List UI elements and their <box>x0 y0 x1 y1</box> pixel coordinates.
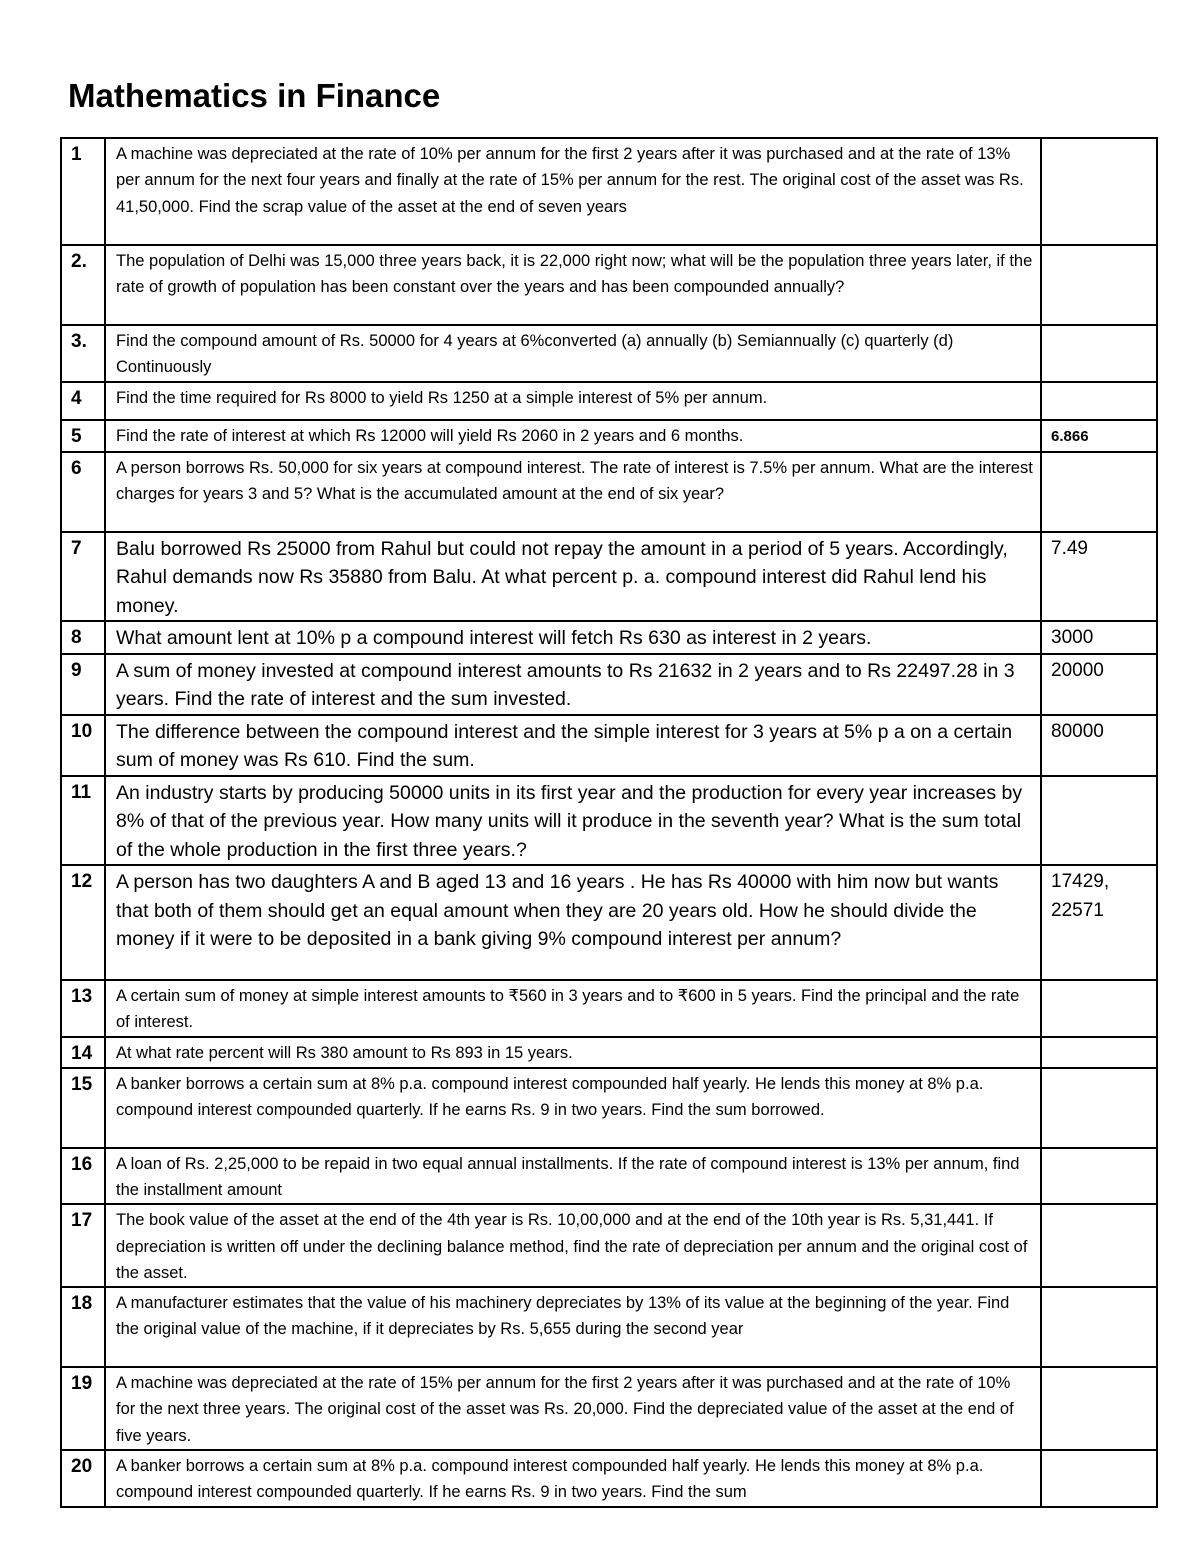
question-text: A manufacturer estimates that the value of his machinery depreciates by 13% of its value at the beginning of the year. Find the original value of the machine, if it depreciates by Rs. 5,655 during the second year <box>105 1287 1041 1367</box>
question-number: 8 <box>61 621 105 654</box>
answer-cell <box>1041 980 1157 1037</box>
question-text: A machine was depreciated at the rate of 15% per annum for the first 2 years after it was purchased and at the rate of 10% for the next three years. The original cost of the asset was Rs. 20,000. Find the depreciated value of the asset at the end of five years. <box>105 1367 1041 1450</box>
question-text: A banker borrows a certain sum at 8% p.a. compound interest compounded half yearly. He lends this money at 8% p.a. compound interest compounded quarterly. If he earns Rs. 9 in two years. Find the sum <box>105 1450 1041 1507</box>
question-number: 20 <box>61 1450 105 1507</box>
question-text: What amount lent at 10% p a compound interest will fetch Rs 630 as interest in 2 years. <box>105 621 1041 654</box>
question-text: A certain sum of money at simple interest amounts to ₹560 in 3 years and to ₹600 in 5 years. Find the principal and the rate of interest. <box>105 980 1041 1037</box>
answer-cell <box>1041 138 1157 245</box>
question-row <box>61 1367 1157 1450</box>
question-row <box>61 1204 1157 1287</box>
page-title: Mathematics in Finance <box>68 77 441 114</box>
question-row <box>61 1148 1157 1205</box>
question-number: 12 <box>61 865 105 980</box>
question-text: Find the compound amount of Rs. 50000 for 4 years at 6%converted (a) annually (b) Semiannually (c) quarterly (d) Continuously <box>105 325 1041 382</box>
question-text: The population of Delhi was 15,000 three years back, it is 22,000 right now; what will be the population three years later, if the rate of growth of population has been constant over the years and has been compounded annually? <box>105 245 1041 325</box>
question-row <box>61 452 1157 532</box>
question-row <box>61 532 1157 622</box>
question-number: 10 <box>61 715 105 776</box>
answer-cell <box>1041 325 1157 382</box>
question-row <box>61 245 1157 325</box>
answer-cell <box>1041 776 1157 866</box>
answer-cell <box>1041 245 1157 325</box>
question-number: 18 <box>61 1287 105 1367</box>
question-row <box>61 715 1157 776</box>
question-row <box>61 325 1157 382</box>
answer-cell: 20000 <box>1041 654 1157 715</box>
question-number: 9 <box>61 654 105 715</box>
question-text: A person borrows Rs. 50,000 for six years at compound interest. The rate of interest is 7.5% per annum. What are the interest charges for years 3 and 5? What is the accumulated amount at the end of six year? <box>105 452 1041 532</box>
answer-cell <box>1041 1068 1157 1148</box>
answer-line: 22571 <box>1051 899 1104 921</box>
questions-table-body <box>61 138 1157 1507</box>
question-row <box>61 621 1157 654</box>
answer-line: 17429, <box>1051 871 1110 893</box>
question-number: 14 <box>61 1037 105 1068</box>
question-number: 16 <box>61 1148 105 1205</box>
answer-cell: 7.49 <box>1041 532 1157 622</box>
answer-cell <box>1041 1037 1157 1068</box>
question-text: A banker borrows a certain sum at 8% p.a. compound interest compounded half yearly. He lends this money at 8% p.a. compound interest compounded quarterly. If he earns Rs. 9 in two years. Find the sum borrowed. <box>105 1068 1041 1148</box>
answer-cell <box>1041 1450 1157 1507</box>
question-row <box>61 1287 1157 1367</box>
question-number: 13 <box>61 980 105 1037</box>
question-text: Find the rate of interest at which Rs 12000 will yield Rs 2060 in 2 years and 6 months. <box>105 420 1041 452</box>
answer-cell <box>1041 1367 1157 1450</box>
question-row <box>61 654 1157 715</box>
question-row <box>61 1037 1157 1068</box>
question-row <box>61 776 1157 866</box>
question-row <box>61 138 1157 245</box>
questions-table <box>60 137 1158 1508</box>
answer-cell <box>1041 452 1157 532</box>
question-number: 7 <box>61 532 105 622</box>
question-row <box>61 865 1157 980</box>
question-number: 2. <box>61 245 105 325</box>
question-text: A person has two daughters A and B aged 13 and 16 years . He has Rs 40000 with him now but wants that both of them should get an equal amount when they are 20 years old. How he should divide the money if it were to be deposited in a bank giving 9% compound interest per annum? <box>105 865 1041 980</box>
question-text: Balu borrowed Rs 25000 from Rahul but could not repay the amount in a period of 5 years. Accordingly, Rahul demands now Rs 35880 from Balu. At what percent p. a. compound interest did Rahul lend his money. <box>105 532 1041 622</box>
answer-cell <box>1041 1204 1157 1287</box>
question-number: 4 <box>61 382 105 420</box>
question-number: 17 <box>61 1204 105 1287</box>
question-text: A machine was depreciated at the rate of 10% per annum for the first 2 years after it was purchased and at the rate of 13% per annum for the next four years and finally at the rate of 15% per annum for the rest. The original cost of the asset was Rs. 41,50,000. Find the scrap value of the asset at the end of seven years <box>105 138 1041 245</box>
question-number: 3. <box>61 325 105 382</box>
answer-cell <box>1041 382 1157 420</box>
question-number: 6 <box>61 452 105 532</box>
question-text: The difference between the compound interest and the simple interest for 3 years at 5% p a on a certain sum of money was Rs 610. Find the sum. <box>105 715 1041 776</box>
answer-cell: 3000 <box>1041 621 1157 654</box>
question-number: 1 <box>61 138 105 245</box>
question-number: 11 <box>61 776 105 866</box>
question-text: A loan of Rs. 2,25,000 to be repaid in two equal annual installments. If the rate of compound interest is 13% per annum, find the installment amount <box>105 1148 1041 1205</box>
question-text: At what rate percent will Rs 380 amount to Rs 893 in 15 years. <box>105 1037 1041 1068</box>
answer-cell <box>1041 1287 1157 1367</box>
answer-cell: 6.866 <box>1041 420 1157 452</box>
question-row <box>61 980 1157 1037</box>
question-row <box>61 1450 1157 1507</box>
answer-cell: 80000 <box>1041 715 1157 776</box>
question-number: 15 <box>61 1068 105 1148</box>
question-text: A sum of money invested at compound interest amounts to Rs 21632 in 2 years and to Rs 22497.28 in 3 years. Find the rate of interest and the sum invested. <box>105 654 1041 715</box>
answer-cell <box>1041 1148 1157 1205</box>
answer-cell <box>1041 865 1157 980</box>
question-row <box>61 1068 1157 1148</box>
question-number: 5 <box>61 420 105 452</box>
question-text: Find the time required for Rs 8000 to yield Rs 1250 at a simple interest of 5% per annum. <box>105 382 1041 420</box>
question-number: 19 <box>61 1367 105 1450</box>
question-row <box>61 420 1157 452</box>
question-text: The book value of the asset at the end of the 4th year is Rs. 10,00,000 and at the end of the 10th year is Rs. 5,31,441. If depreciation is written off under the declining balance method, find the rate of depreciation per annum and the original cost of the asset. <box>105 1204 1041 1287</box>
question-row <box>61 382 1157 420</box>
question-text: An industry starts by producing 50000 units in its first year and the production for every year increases by 8% of that of the previous year. How many units will it produce in the seventh year? What is the sum total of the whole production in the first three years.? <box>105 776 1041 866</box>
